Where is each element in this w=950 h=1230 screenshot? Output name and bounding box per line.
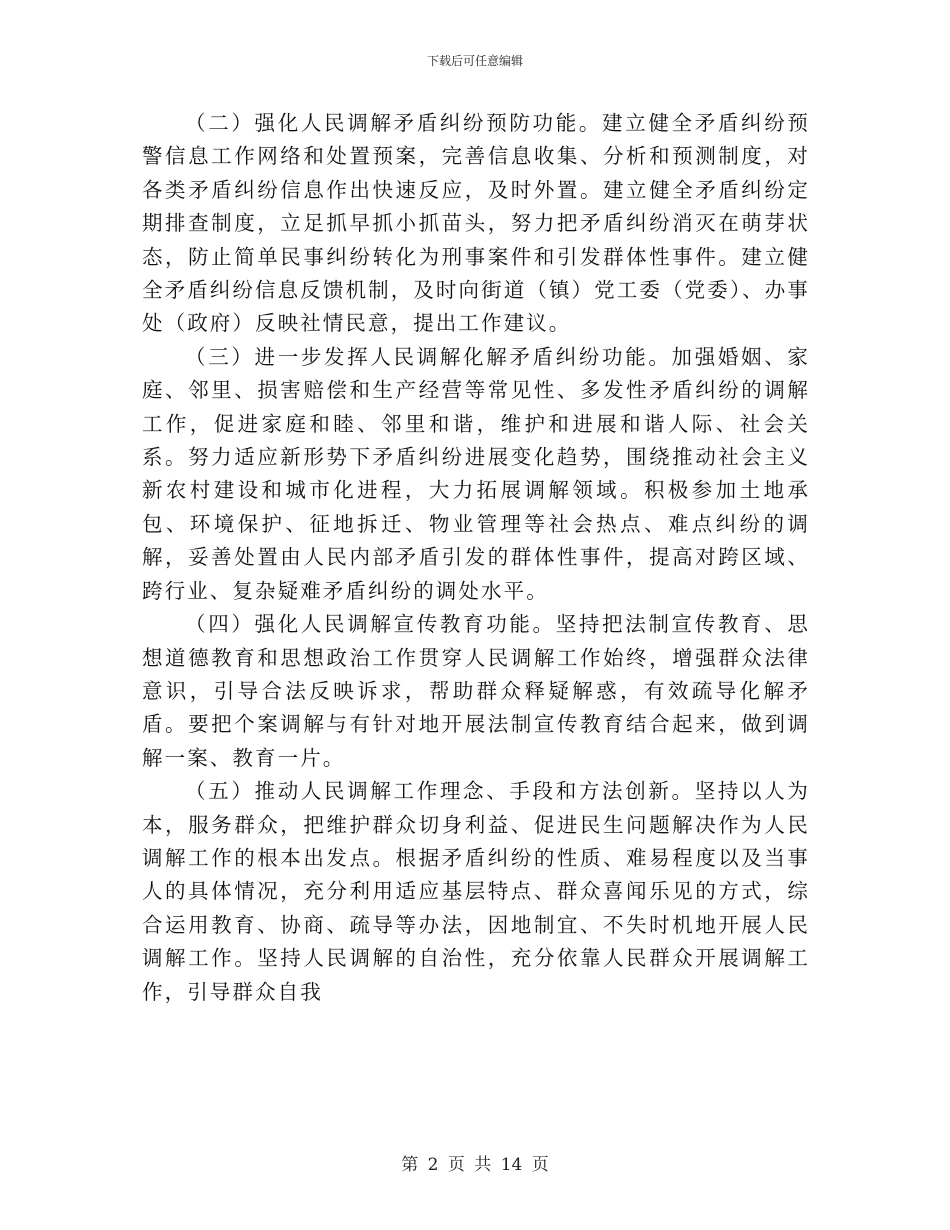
paragraph-2: （二）强化人民调解矛盾纠纷预防功能。建立健全矛盾纠纷预警信息工作网络和处置预案，完善信息收集、分析和预测制度，对各类矛盾纠纷信息作出快速反应，及时外置。建立健全矛盾纠纷定期排查制度，立足抓早抓小抓苗头，努力把矛盾纠纷消灭在萌芽状态，防止简单民事纠纷转化为刑事案件和引发群体性事件。建立健全矛盾纠纷信息反馈机制，及时向街道（镇）党工委（党委）、办事处（政府）反映社情民意，提出工作建议。 (142, 111, 810, 336)
page-header: 下载后可任意编辑 (426, 54, 523, 68)
paragraph-3: （三）进一步发挥人民调解化解矛盾纠纷功能。加强婚姻、家庭、邻里、损害赔偿和生产经营等常见性、多发性矛盾纠纷的调解工作，促进家庭和睦、邻里和谐，维护和进展和谐人际、社会关系。努力适应新形势下矛盾纠纷进展变化趋势，围绕推动社会主义新农村建设和城市化进程，大力拓展调解领域。积极参加土地承包、环境保护、征地拆迁、物业管理等社会热点、难点纠纷的调解，妥善处置由人民内部矛盾引发的群体性事件，提高对跨区域、跨行业、复杂疑难矛盾纠纷的调处水平。 (142, 344, 810, 603)
page-number-footer: 第 2 页 共 14 页 (401, 1155, 549, 1175)
document-body (142, 107, 810, 1009)
paragraph-4: （四）强化人民调解宣传教育功能。坚持把法制宣传教育、思想道德教育和思想政治工作贯穿人民调解工作始终，增强群众法律意识，引导合法反映诉求，帮助群众释疑解惑，有效疏导化解矛盾。要把个案调解与有针对地开展法制宣传教育结合起来，做到调解一案、教育一片。 (142, 612, 810, 770)
paragraph-5: （五）推动人民调解工作理念、手段和方法创新。坚持以人为本，服务群众，把维护群众切身利益、促进民生问题解决作为人民调解工作的根本出发点。根据矛盾纠纷的性质、难易程度以及当事人的具体情况，充分利用适应基层特点、群众喜闻乐见的方式，综合运用教育、协商、疏导等办法，因地制宜、不失时机地开展人民调解工作。坚持人民调解的自治性，充分依靠人民群众开展调解工作，引导群众自我 (142, 779, 810, 1004)
